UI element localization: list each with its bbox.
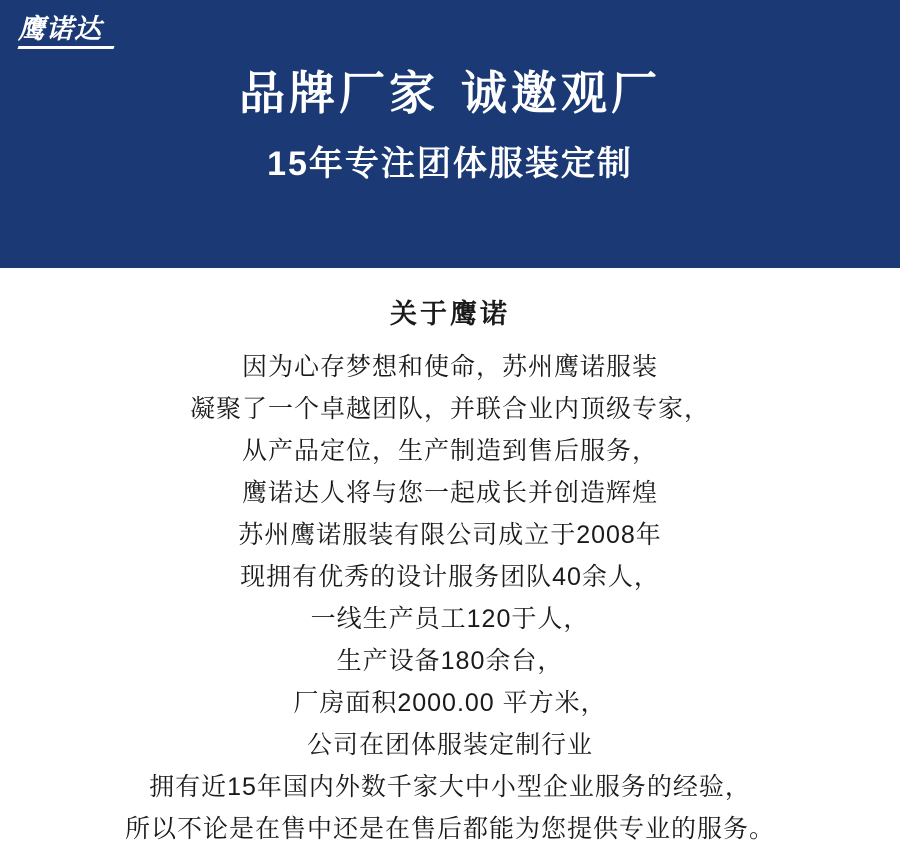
logo-text: 鹰诺达 xyxy=(18,14,102,44)
about-body xyxy=(0,346,900,850)
about-line: 公司在团体服装定制行业 xyxy=(306,731,593,759)
about-line: 因为心存梦想和使命，苏州鹰诺服装 xyxy=(241,353,658,381)
about-line: 一线生产员工120于人， xyxy=(310,605,590,633)
about-line: 所以不论是在售中还是在售后都能为您提供专业的服务。 xyxy=(124,815,775,843)
about-line: 苏州鹰诺服装有限公司成立于2008年 xyxy=(238,521,662,549)
about-line: 现拥有优秀的设计服务团队40余人， xyxy=(240,563,660,591)
about-line: 鹰诺达人将与您一起成长并创造辉煌 xyxy=(241,479,658,507)
banner-title-left: 品牌厂家 xyxy=(239,67,439,119)
hero-banner xyxy=(0,0,900,268)
about-line: 凝聚了一个卓越团队，并联合业内顶级专家， xyxy=(189,395,710,423)
about-section xyxy=(0,268,900,850)
banner-subtitle: 15年专注团体服装定制 xyxy=(267,145,633,183)
banner-title xyxy=(239,64,661,122)
about-line: 拥有近15年国内外数千家大中小型企业服务的经验， xyxy=(149,773,751,801)
about-line: 生产设备180余台， xyxy=(336,647,564,675)
about-heading: 关于鹰诺 xyxy=(390,299,510,329)
about-line: 从产品定位，生产制造到售后服务， xyxy=(241,437,658,465)
banner-text-block xyxy=(0,0,900,268)
banner-title-right: 诚邀观厂 xyxy=(461,67,661,119)
about-line: 厂房面积2000.00 平方米， xyxy=(293,689,607,717)
